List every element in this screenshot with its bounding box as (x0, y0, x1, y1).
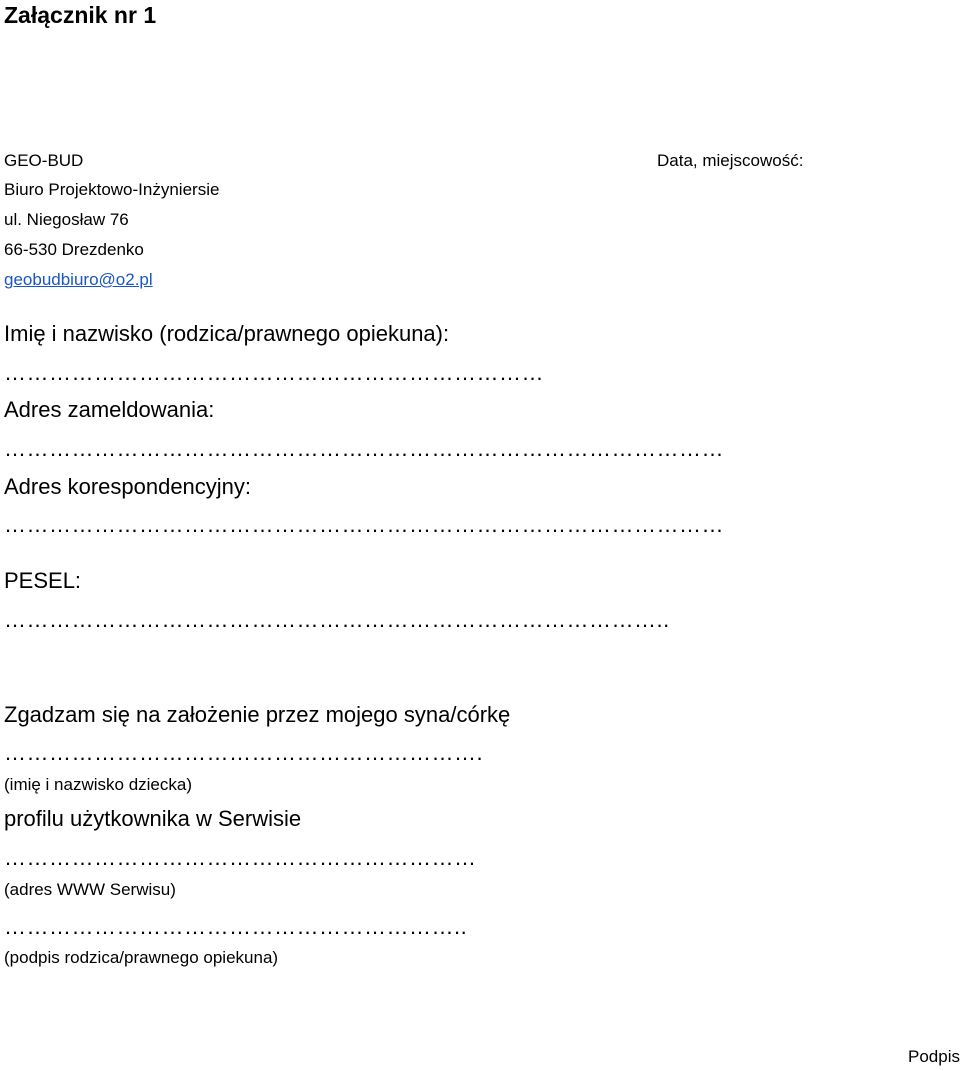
correspondence-address-dots: …………………………………………………………………………………… (4, 512, 724, 537)
company-description: Biuro Projektowo-Inżyniersie (4, 180, 220, 199)
document-title: Załącznik nr 1 (4, 2, 157, 28)
child-name-dots: ………………………………………………………. (4, 740, 484, 765)
company-street: ul. Niegosław 76 (4, 210, 129, 229)
parent-name-dots: ……………………………………………………………… (4, 360, 544, 385)
parent-name-label: Imię i nazwisko (rodzica/prawnego opiekuna): (4, 321, 450, 346)
company-email-link[interactable]: geobudbiuro@o2.pl (4, 270, 153, 289)
registered-address-label: Adres zameldowania: (4, 397, 215, 422)
profile-text: profilu użytkownika w Serwisie (4, 806, 302, 831)
pesel-label: PESEL: (4, 568, 82, 593)
date-place-label: Data, miejscowość: (657, 151, 804, 170)
signature-label: Podpis (908, 1047, 960, 1066)
pesel-dots: …………………………………………………………………………….. (4, 607, 670, 632)
signature-dots: …………………………………………………….. (4, 914, 468, 939)
consent-text: Zgadzam się na założenie przez mojego syna/córkę (4, 702, 511, 727)
website-dots: ……………………………………………………… (4, 845, 477, 870)
company-name: GEO-BUD (4, 151, 84, 170)
signature-caption: (podpis rodzica/prawnego opiekuna) (4, 948, 279, 967)
correspondence-address-label: Adres korespondencyjny: (4, 474, 252, 499)
company-city: 66-530 Drezdenko (4, 240, 144, 259)
child-name-caption: (imię i nazwisko dziecka) (4, 775, 192, 794)
website-caption: (adres WWW Serwisu) (4, 880, 176, 899)
registered-address-dots: …………………………………………………………………………………… (4, 436, 724, 461)
